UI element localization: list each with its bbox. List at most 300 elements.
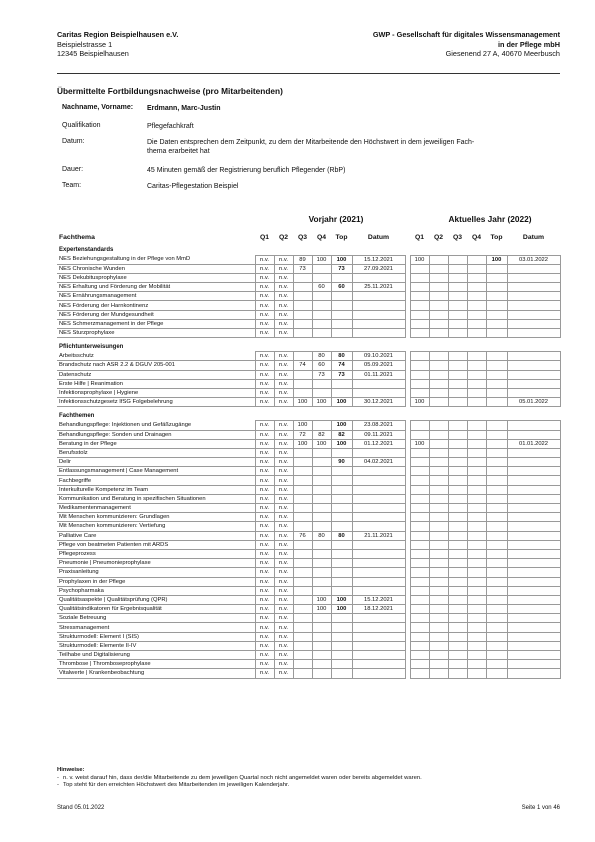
top-cell [331,494,352,503]
score-cell: n.v. [274,540,293,549]
top-cell: 90 [331,458,352,467]
meta-value [147,104,560,113]
topic-name: Arbeitsschutz [57,352,255,361]
score-cell [429,549,448,558]
topic-name: Vitalwerte | Krankenbeobachtung [57,669,255,678]
score-cell: n.v. [274,623,293,632]
score-cell: n.v. [274,310,293,319]
score-cell: n.v. [255,605,274,614]
score-cell [312,669,331,678]
top-cell [331,319,352,328]
date-cell [507,361,560,370]
top-cell [331,641,352,650]
topic-name: Behandlungspflege: Sonden und Drainagen [57,430,255,439]
score-cell [293,370,312,379]
column-header: Q1 [259,234,270,241]
score-cell [429,398,448,407]
score-cell [410,641,429,650]
meta-label: Nachname, Vorname: [62,104,134,111]
table-row [57,476,560,485]
score-cell [448,660,467,669]
table-row [57,430,560,439]
top-cell [486,504,507,513]
top-cell [486,623,507,632]
top-cell: 74 [331,361,352,370]
score-cell: n.v. [274,632,293,641]
table-row [57,559,560,568]
date-cell [507,388,560,397]
score-cell: n.v. [255,301,274,310]
score-cell [293,632,312,641]
topic-name: Kommunikation und Beratung in spezifischen Situationen [57,494,255,503]
score-cell [448,319,467,328]
score-cell: n.v. [255,494,274,503]
score-cell: n.v. [274,641,293,650]
score-cell [410,379,429,388]
score-cell [410,467,429,476]
score-cell [448,310,467,319]
sender-address [57,30,178,59]
score-cell [293,301,312,310]
topic-name: NES Chronische Wunden [57,264,255,273]
table-row [57,370,560,379]
table-row [57,522,560,531]
score-cell: n.v. [274,283,293,292]
score-cell: 100 [293,439,312,448]
score-cell [410,370,429,379]
score-cell: n.v. [255,568,274,577]
score-cell [467,439,486,448]
date-cell [507,301,560,310]
score-cell [410,448,429,457]
top-cell [486,531,507,540]
company-address [373,30,560,59]
meta-value [147,166,560,175]
score-cell: n.v. [255,577,274,586]
top-cell [331,549,352,558]
score-cell [448,329,467,338]
score-cell [293,605,312,614]
score-cell: 80 [312,531,331,540]
score-cell [467,292,486,301]
score-cell [448,549,467,558]
date-cell [507,522,560,531]
date-cell [352,614,405,623]
topic-name: Delir [57,458,255,467]
score-cell [312,388,331,397]
date-cell [507,370,560,379]
score-cell [448,485,467,494]
year-current-heading: Aktuelles Jahr (2022) [448,214,532,224]
score-cell [410,485,429,494]
top-cell [486,586,507,595]
score-cell [293,522,312,531]
score-cell: n.v. [274,513,293,522]
score-cell: 82 [312,430,331,439]
score-cell [293,660,312,669]
topic-name: Berufsstolz [57,448,255,457]
top-cell [331,301,352,310]
meta-value [147,138,560,156]
score-cell [467,605,486,614]
score-cell [467,540,486,549]
top-cell [331,540,352,549]
score-cell [312,421,331,430]
column-header: Fachthema [59,234,95,241]
date-cell: 01.01.2022 [507,439,560,448]
score-cell: n.v. [274,301,293,310]
meta-row [62,182,560,191]
sender-city: 12345 Beispielhausen [57,49,129,58]
score-cell [467,651,486,660]
score-cell [448,352,467,361]
score-cell [429,605,448,614]
table-row [57,513,560,522]
score-cell [293,559,312,568]
score-cell [448,669,467,678]
date-cell [352,577,405,586]
date-cell: 18.12.2021 [352,605,405,614]
score-cell [448,398,467,407]
score-cell [467,388,486,397]
score-cell [312,458,331,467]
score-cell [293,448,312,457]
score-cell: 60 [312,361,331,370]
score-cell: n.v. [274,379,293,388]
table-row [57,641,560,650]
score-cell [312,614,331,623]
score-cell: n.v. [255,398,274,407]
score-cell [467,273,486,282]
score-cell: n.v. [255,632,274,641]
score-cell: n.v. [255,458,274,467]
score-cell [293,549,312,558]
top-cell [486,614,507,623]
score-cell: 72 [293,430,312,439]
score-cell [448,301,467,310]
score-cell [410,540,429,549]
date-cell [352,522,405,531]
top-cell [331,273,352,282]
top-cell [331,504,352,513]
table-row [57,605,560,614]
topic-name: NES Ernährungsmanagement [57,292,255,301]
score-cell [312,301,331,310]
meta-value-line: Erdmann, Marc-Justin [147,105,221,112]
score-cell [467,430,486,439]
topic-name: Infektionsschutzgesetz IfSG Folgebelehrung [57,398,255,407]
score-cell [312,310,331,319]
topic-name: Brandschutz nach ASR 2.2 & DGUV 205-001 [57,361,255,370]
hints-title: Hinweise: [57,767,85,773]
company-street: Giesenend 27 A, 40670 Meerbusch [445,49,560,58]
score-cell [312,319,331,328]
date-cell [352,467,405,476]
score-cell: n.v. [255,513,274,522]
score-cell [429,319,448,328]
meta-row [62,122,560,131]
topic-name: Stressmanagement [57,623,255,632]
hints [57,767,422,790]
score-cell: n.v. [274,292,293,301]
topic-name: Palliative Care [57,531,255,540]
score-cell [467,398,486,407]
top-cell [331,577,352,586]
date-cell: 30.12.2021 [352,398,405,407]
score-cell: n.v. [274,568,293,577]
section-row [57,244,560,255]
date-cell: 25.11.2021 [352,283,405,292]
meta-value-line: Caritas-Pflegestation Beispiel [147,183,239,190]
topic-name: Psychopharmaka [57,586,255,595]
score-cell: 100 [410,439,429,448]
topic-name: Qualitätsaspekte | Qualitätsprüfung (QPR) [57,595,255,604]
score-cell [448,494,467,503]
table-row [57,255,560,264]
score-cell [467,329,486,338]
date-cell [507,494,560,503]
score-cell [429,310,448,319]
score-cell: n.v. [274,319,293,328]
topic-name: Behandlungspflege: Injektionen und Gefäßzugänge [57,421,255,430]
score-cell [312,660,331,669]
score-cell: 100 [410,255,429,264]
score-cell [410,361,429,370]
score-cell [293,540,312,549]
table-row [57,504,560,513]
date-cell [352,559,405,568]
top-cell: 100 [486,255,507,264]
score-cell: n.v. [274,273,293,282]
score-cell [429,370,448,379]
date-cell [352,641,405,650]
score-cell [410,292,429,301]
score-cell: n.v. [274,485,293,494]
score-cell [467,669,486,678]
score-cell [312,549,331,558]
score-cell [467,283,486,292]
score-cell: n.v. [255,255,274,264]
topic-name: Mit Menschen kommunizieren: Grundlagen [57,513,255,522]
score-cell [410,430,429,439]
topic-name: Pneumonie | Pneumonieprophylaxe [57,559,255,568]
score-cell: n.v. [274,398,293,407]
score-cell: 100 [293,398,312,407]
score-cell [467,255,486,264]
topic-name: NES Erhaltung und Förderung der Mobilität [57,283,255,292]
score-cell [312,623,331,632]
score-cell [410,504,429,513]
score-cell [429,467,448,476]
table-row [57,379,560,388]
date-cell [507,504,560,513]
score-cell [410,513,429,522]
score-cell [429,329,448,338]
table-row [57,586,560,595]
top-cell: 60 [331,283,352,292]
date-cell [507,614,560,623]
score-cell [448,605,467,614]
top-cell: 100 [331,605,352,614]
top-cell [331,623,352,632]
score-cell [410,458,429,467]
score-cell: n.v. [255,319,274,328]
top-cell [486,513,507,522]
section-title: Expertenstandards [59,247,114,254]
score-cell [293,292,312,301]
score-cell [293,352,312,361]
score-cell [429,388,448,397]
table-row [57,485,560,494]
top-cell: 100 [331,421,352,430]
score-cell [467,577,486,586]
score-cell [429,623,448,632]
score-cell [467,614,486,623]
score-cell [448,614,467,623]
score-cell [467,632,486,641]
score-cell [467,494,486,503]
score-cell [467,301,486,310]
table-row [57,352,560,361]
score-cell: n.v. [274,352,293,361]
column-header: Q3 [297,234,308,241]
score-cell [429,669,448,678]
date-cell [352,319,405,328]
topic-name: NES Sturzprophylaxe [57,329,255,338]
column-header: Datum [522,234,545,241]
table-row [57,329,560,338]
top-cell [486,319,507,328]
top-cell [486,549,507,558]
table-row [57,540,560,549]
date-cell [352,301,405,310]
score-cell: n.v. [255,595,274,604]
table-row [57,361,560,370]
meta-value-line: 45 Minuten gemäß der Registrierung beruflich Pflegender (RbP) [147,167,346,174]
score-cell [410,559,429,568]
meta-label: Team: [62,182,82,189]
score-cell: n.v. [274,329,293,338]
score-cell [312,467,331,476]
top-cell [486,370,507,379]
score-cell: 60 [312,283,331,292]
score-cell [429,595,448,604]
top-cell [486,439,507,448]
top-cell [331,669,352,678]
score-cell [410,264,429,273]
score-cell [429,361,448,370]
table-row [57,458,560,467]
score-cell: 74 [293,361,312,370]
score-cell [467,568,486,577]
date-cell [352,623,405,632]
score-cell [312,273,331,282]
meta-value [147,122,560,131]
score-cell: 100 [293,421,312,430]
score-cell [312,485,331,494]
score-cell [448,430,467,439]
score-cell [410,651,429,660]
score-cell [448,540,467,549]
score-cell [410,522,429,531]
score-cell [448,476,467,485]
topic-name: Teilhabe und Digitalisierung [57,651,255,660]
score-cell [410,623,429,632]
top-cell [486,283,507,292]
score-cell [429,448,448,457]
score-cell [293,577,312,586]
table-row [57,669,560,678]
score-cell [312,632,331,641]
spacer-cell [57,678,560,681]
topic-name: NES Förderung der Mundgesundheit [57,310,255,319]
score-cell [467,458,486,467]
table-row [57,531,560,540]
column-header: Top [490,234,503,241]
topic-name: Mit Menschen kommunizieren: Vertiefung [57,522,255,531]
top-cell [331,559,352,568]
score-cell [467,467,486,476]
company-name-line1: GWP - Gesellschaft für digitales Wissensmanagement [372,30,560,39]
date-cell [507,430,560,439]
score-cell [410,319,429,328]
score-cell [312,264,331,273]
score-cell [293,513,312,522]
date-cell: 23.08.2021 [352,421,405,430]
score-cell: n.v. [255,476,274,485]
column-header: Q4 [316,234,327,241]
date-cell [507,421,560,430]
top-cell [486,430,507,439]
date-cell: 09.11.2021 [352,430,405,439]
score-cell [429,379,448,388]
meta-label: Qualifikation [62,122,101,129]
score-cell [429,273,448,282]
score-cell [293,476,312,485]
topic-name: Datenschutz [57,370,255,379]
date-cell [507,379,560,388]
score-cell [312,651,331,660]
top-cell [331,467,352,476]
score-cell [410,660,429,669]
table-row [57,568,560,577]
score-cell [467,549,486,558]
top-cell [486,421,507,430]
date-cell [507,577,560,586]
score-cell: n.v. [274,421,293,430]
score-cell [429,421,448,430]
score-cell: n.v. [274,549,293,558]
score-cell: n.v. [255,485,274,494]
score-cell [448,421,467,430]
date-cell [507,467,560,476]
top-cell [486,310,507,319]
table-row [57,301,560,310]
date-cell [507,595,560,604]
score-cell: n.v. [255,540,274,549]
date-cell [352,476,405,485]
top-cell [486,485,507,494]
score-cell [448,568,467,577]
score-cell [293,467,312,476]
score-cell [448,531,467,540]
topic-name: Prophylaxen in der Pflege [57,577,255,586]
score-cell [429,632,448,641]
score-cell [429,568,448,577]
score-cell: n.v. [255,504,274,513]
score-cell [448,504,467,513]
company-name-line2: in der Pflege mbH [497,39,560,49]
